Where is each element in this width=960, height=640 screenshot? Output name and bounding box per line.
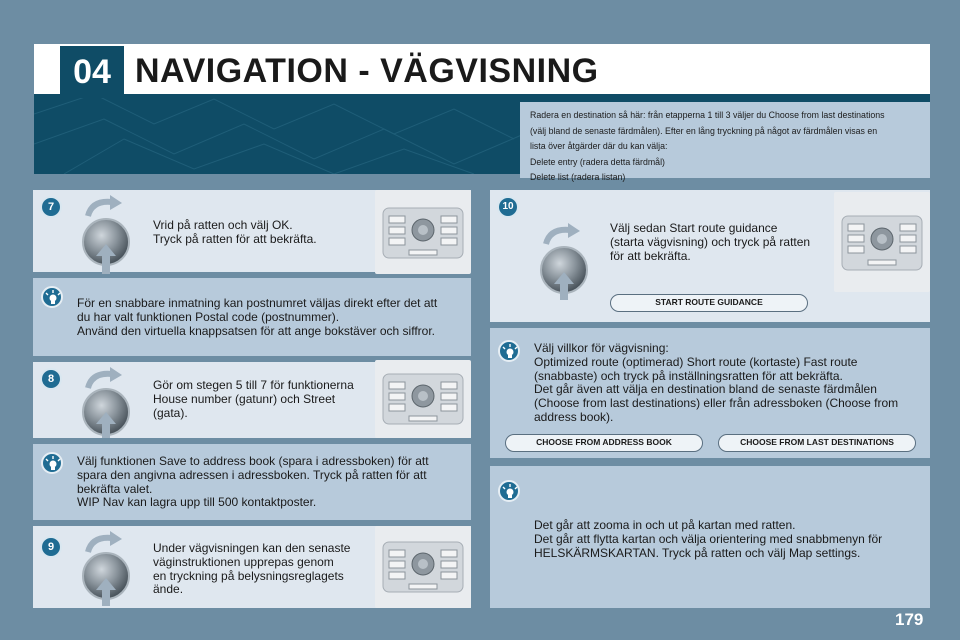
choose-from-last-destinations-button[interactable]: CHOOSE FROM LAST DESTINATIONS: [718, 434, 916, 452]
header-note-line: (välj bland de senaste färdmålen). Efter en lång tryckning på något av färdmålen visas en: [530, 125, 878, 136]
radio-panel-image: [375, 360, 471, 438]
step-9-text: Under vägvisningen kan den senaste väginstruktionen upprepas genom en tryckning på belysningsreglagets ände.: [153, 541, 351, 597]
press-arrow-icon: [554, 272, 574, 300]
rotate-arrow-icon: [84, 530, 124, 554]
choose-from-address-book-button[interactable]: CHOOSE FROM ADDRESS BOOK: [505, 434, 703, 452]
tip-1-lightbulb-icon: [41, 286, 63, 308]
rotate-arrow-icon: [542, 222, 582, 246]
step-8-badge: 8: [40, 368, 62, 390]
step-10-text: Välj sedan Start route guidance (starta vägvisning) och tryck på ratten för att bekräfta.: [610, 221, 811, 263]
step-10-badge: 10: [497, 196, 519, 218]
tip-3-text: Välj villkor för vägvisning: Optimized route (optimerad) Short route (kortaste) Fast route (snabbaste) och tryck på inställningsratten för att bekräfta. Det går även att välja en destination bland de senaste färdmålen (Choose from last destinations) eller från adressboken (Choose from address book).: [534, 341, 899, 424]
tip-2-lightbulb-icon: [41, 452, 63, 474]
step-7-text: Vrid på ratten och välj OK. Tryck på ratten för att bekräfta.: [153, 218, 317, 246]
press-arrow-icon: [96, 578, 116, 606]
header-note: [520, 102, 930, 182]
page-title: NAVIGATION - VÄGVISNING: [135, 52, 599, 90]
header-note-line: Delete list (radera listan): [530, 172, 626, 182]
start-route-guidance-button[interactable]: START ROUTE GUIDANCE: [610, 294, 808, 312]
header-note-line: Delete entry (radera detta färdmål): [530, 156, 665, 167]
tip-1-text: För en snabbare inmatning kan postnumret väljas direkt efter det att du har valt funktionen Postal code (postnummer). Använd den virtuella knappsatsen för att ange bokstäver och siffror.: [77, 296, 438, 338]
tip-3-lightbulb-icon: [498, 340, 520, 362]
rotate-arrow-icon: [84, 194, 124, 218]
step-8-text: Gör om stegen 5 till 7 för funktionerna House number (gatunr) och Street (gata).: [153, 378, 354, 420]
step-7-badge: 7: [40, 196, 62, 218]
tip-4-text: Det går att zooma in och ut på kartan med ratten. Det går att flytta kartan och välja orientering med snabbmenyn för HELSKÄRMSKARTAN. Tryck på ratten och välj Map settings.: [534, 518, 883, 560]
press-arrow-icon: [96, 244, 116, 274]
step-9-badge: 9: [40, 536, 62, 558]
radio-panel-image: [375, 190, 471, 274]
header-note-line: Radera en destination så här: från etapperna 1 till 3 väljer du Choose from last destinations: [530, 110, 885, 120]
rotate-arrow-icon: [84, 366, 124, 390]
page-number: 179: [895, 610, 924, 629]
tip-2-text: Välj funktionen Save to address book (spara i adressboken) för att spara den angivna adressen i adressboken. Tryck på ratten för att bekräfta valet. WIP Nav kan lagra upp till 500 kontaktposter.: [77, 454, 429, 510]
tip-4-lightbulb-icon: [498, 480, 520, 502]
header-note-line: lista över åtgärder där du kan välja:: [530, 141, 668, 151]
chapter-number: 04: [60, 46, 124, 98]
press-arrow-icon: [96, 412, 116, 438]
radio-panel-image: [375, 526, 471, 608]
radio-panel-image: [834, 192, 930, 292]
